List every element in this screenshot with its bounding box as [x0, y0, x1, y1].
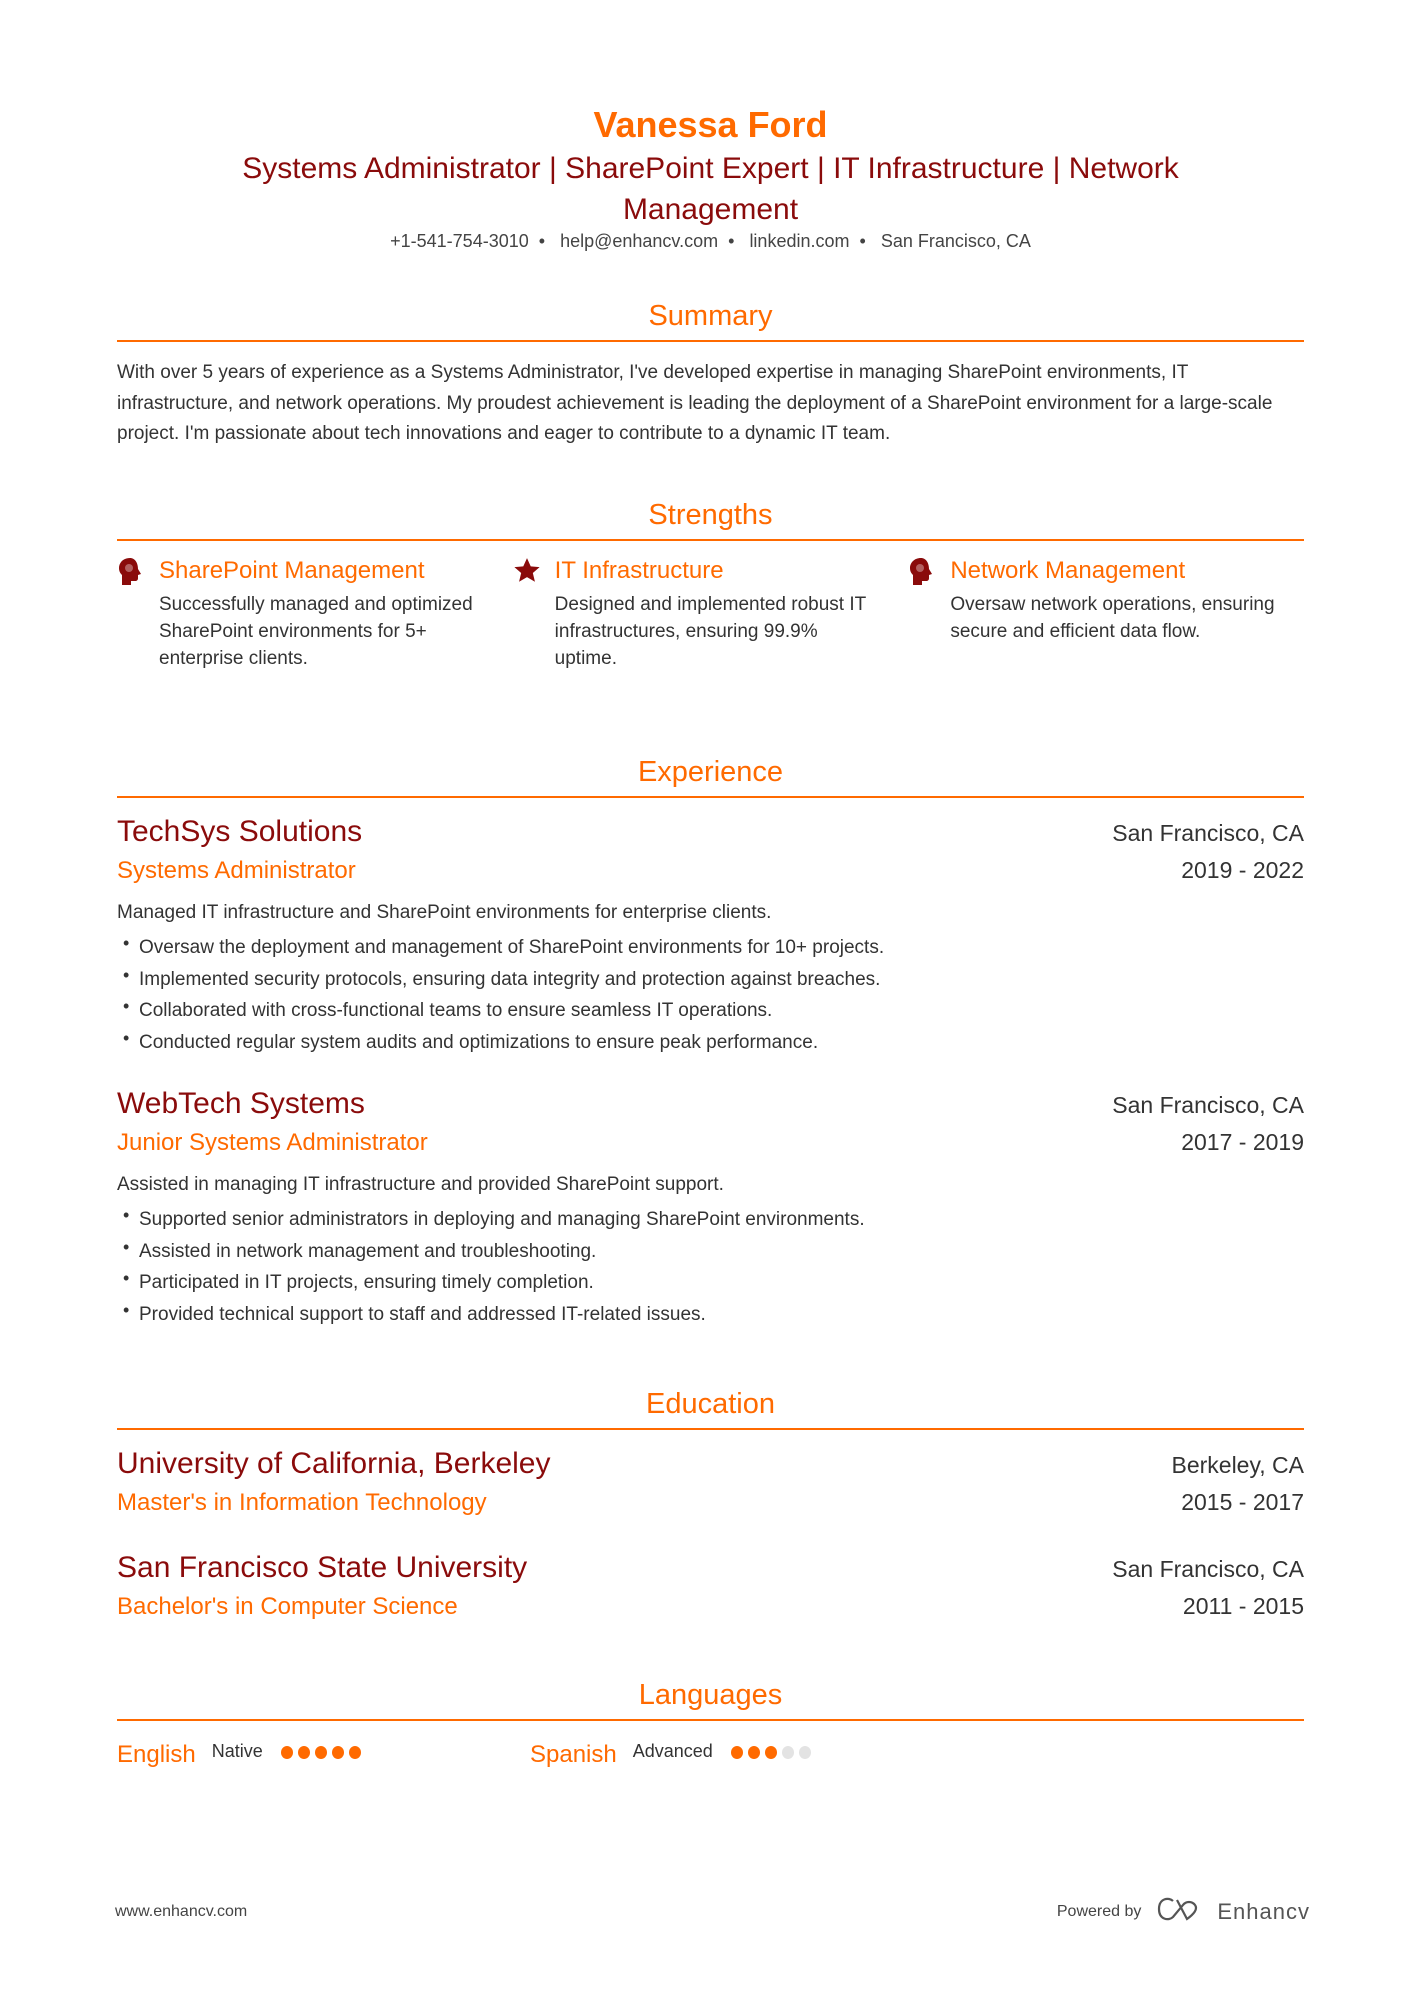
rating-dot-filled [731, 1746, 743, 1759]
strength-item [513, 555, 909, 672]
language-name: Spanish [530, 1741, 617, 1768]
location: San Francisco, CA [880, 231, 1031, 251]
section-heading: Strengths [648, 499, 773, 531]
job-entry [117, 1084, 1304, 1330]
footer [115, 1896, 1310, 1927]
summary-text: With over 5 years of experience as a Systems Administrator, I've developed expertise in managing SharePoint environments, IT infrastructure, and network operations. My proudest achievement is leading the deployment of a SharePoint environment for a large-scale project. I'm passionate about tech innovations and eager to contribute to a dynamic IT team. [117, 362, 1273, 444]
rating-dot-filled [298, 1746, 310, 1759]
school-location: San Francisco, CA [1112, 1556, 1304, 1582]
bullet: • Conducted regular system audits and optimizations to ensure peak performance. [117, 1027, 1304, 1059]
company-name: TechSys Solutions [117, 815, 363, 848]
strength-desc: Oversaw network operations, ensuring secure and efficient data flow. [950, 594, 1275, 642]
star-icon [513, 555, 555, 672]
rating-dot-filled [281, 1746, 293, 1759]
rating-dot-filled [332, 1746, 344, 1759]
divider [117, 796, 1304, 798]
strength-desc: Successfully managed and optimized SharePoint environments for 5+ enterprise clients. [159, 594, 473, 669]
job-dates: 2019 - 2022 [1181, 857, 1304, 883]
powered-by-label: Powered by [1056, 1902, 1142, 1920]
education-section [117, 1388, 1304, 1626]
bullet: • Collaborated with cross-functional teams to ensure seamless IT operations. [117, 995, 1304, 1027]
strength-desc: Designed and implemented robust IT infrastructures, ensuring 99.9% uptime. [554, 594, 866, 669]
rating-dot-filled [315, 1746, 327, 1759]
summary-section [117, 300, 1304, 450]
contact-info: +1-541-754-3010 • help@enhancv.com • linkedin.com • San Francisco, CA [390, 231, 1031, 251]
divider [117, 340, 1304, 342]
degree: Master's in Information Technology [117, 1489, 487, 1516]
divider [117, 1428, 1304, 1430]
experience-section [117, 756, 1304, 1330]
rating-dot-filled [748, 1746, 760, 1759]
enhancv-logo-icon [1155, 1896, 1203, 1927]
powered-by [1057, 1896, 1310, 1927]
section-heading: Education [646, 1388, 775, 1420]
degree: Bachelor's in Computer Science [117, 1593, 458, 1620]
brain-head-icon [117, 555, 159, 672]
divider [117, 1719, 1304, 1721]
divider [117, 539, 1304, 541]
language-level: Advanced [632, 1740, 713, 1761]
job-entry [117, 812, 1304, 1058]
job-description: Managed IT infrastructure and SharePoint environments for enterprise clients. [117, 902, 772, 923]
brain-head-icon [908, 555, 950, 672]
job-location: San Francisco, CA [1112, 820, 1304, 846]
language-name: English [117, 1741, 196, 1768]
bullet: • Assisted in network management and troubleshooting. [117, 1236, 1304, 1268]
job-dates: 2017 - 2019 [1181, 1129, 1304, 1155]
linkedin[interactable]: linkedin.com [749, 231, 850, 251]
education-entry [117, 1444, 1304, 1522]
rating-dot-filled [765, 1746, 777, 1759]
language-item [117, 1741, 530, 1769]
section-heading: Languages [638, 1679, 783, 1711]
job-description: Assisted in managing IT infrastructure and provided SharePoint support. [117, 1174, 724, 1195]
languages-section [117, 1679, 1304, 1775]
strength-title: IT Infrastructure [554, 557, 724, 584]
strength-title: Network Management [950, 557, 1186, 584]
bullet: • Supported senior administrators in deploying and managing SharePoint environments. [117, 1204, 1304, 1236]
bullet: • Oversaw the deployment and management of SharePoint environments for 10+ projects. [117, 932, 1304, 964]
brand-name: Enhancv [1217, 1898, 1310, 1924]
company-name: WebTech Systems [117, 1087, 365, 1120]
education-dates: 2011 - 2015 [1182, 1593, 1304, 1619]
strength-item [117, 555, 513, 672]
candidate-title: Systems Administrator | SharePoint Expert | IT Infrastructure | Network Management [242, 152, 1179, 226]
rating-dot-empty [782, 1746, 794, 1759]
school-name: San Francisco State University [117, 1551, 528, 1584]
bullet: • Participated in IT projects, ensuring timely completion. [117, 1267, 1304, 1299]
language-rating [281, 1746, 361, 1759]
bullet: • Provided technical support to staff and addressed IT-related issues. [117, 1299, 1304, 1331]
language-level: Native [211, 1740, 263, 1761]
language-item [530, 1741, 811, 1769]
job-role: Junior Systems Administrator [117, 1129, 428, 1156]
rating-dot-empty [799, 1746, 811, 1759]
job-role: Systems Administrator [117, 857, 356, 884]
website-link[interactable]: www.enhancv.com [115, 1902, 248, 1920]
section-heading: Experience [637, 756, 784, 788]
strength-item [908, 555, 1304, 672]
phone[interactable]: +1-541-754-3010 [390, 231, 529, 251]
bullet: • Implemented security protocols, ensuring data integrity and protection against breaches. [117, 964, 1304, 996]
email[interactable]: help@enhancv.com [560, 231, 719, 251]
education-entry [117, 1548, 1304, 1626]
language-rating [731, 1746, 811, 1759]
strength-title: SharePoint Management [159, 557, 425, 584]
section-heading: Summary [648, 300, 773, 332]
strengths-section [117, 499, 1304, 672]
rating-dot-filled [349, 1746, 361, 1759]
job-location: San Francisco, CA [1112, 1092, 1304, 1118]
school-name: University of California, Berkeley [117, 1447, 551, 1480]
education-dates: 2015 - 2017 [1181, 1489, 1304, 1515]
candidate-name: Vanessa Ford [593, 104, 828, 145]
school-location: Berkeley, CA [1171, 1452, 1304, 1478]
